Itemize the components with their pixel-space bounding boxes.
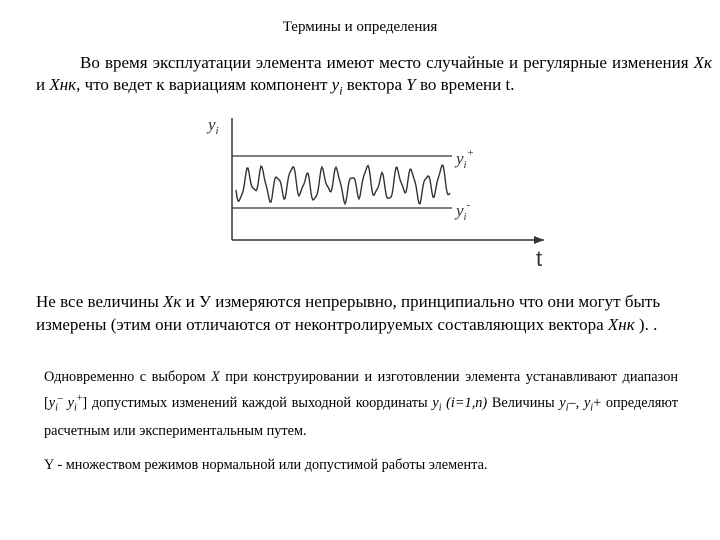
lower-limit-label: $y_i^-$ [456,199,471,223]
p3-y4-sub: i [565,402,569,414]
regime-paragraph: Y - множеством режимов нормальной или допустимой работы элемента. [44,457,488,473]
p1-text-1: Во время эксплуатации элемента имеют место случайные и регулярные изменения [80,53,694,72]
p3-X: X [211,369,220,385]
y-axis-label: $y_i$ [208,115,219,137]
p3-y1-sub: i [55,402,58,414]
p3-y5: y [583,394,591,411]
p1-text-3: , что ведет к вариациям компонент [76,75,332,94]
p1-text-2: и [36,75,50,94]
p3-text-4: ] допустимых изменений каждой выходной координаты [82,394,433,411]
p2-text-2: и У измеряются непрерывно, принципиально что они могут быть измерены (этим они отличаются от неконтролируемых составляющих вектора [36,292,661,334]
p1-xk: Хк [693,53,712,72]
p3-y5-sub: i [590,402,594,414]
p3-text-5: Величины [487,394,560,411]
p1-xnk: Хнк [49,75,77,94]
p3-y1: y [48,394,56,411]
p1-Y: Y [406,75,416,94]
upper-limit-label: $y_i^+$ [456,147,475,171]
intro-paragraph [36,52,712,101]
p3-y5-suffix: + [593,394,602,411]
p3-y1-sup: – [57,393,63,404]
p2-xk: Хк [163,292,182,311]
p1-yi-sub: i [339,83,343,98]
p1-text-4: вектора [342,75,407,94]
p2-xnk: Хнк [607,315,635,334]
p1-yi: y [331,75,340,94]
range-paragraph [44,366,678,442]
x-axis-arrow [534,236,544,244]
p3-text-2: при конструировании и изготовлении элемента устанавливают диапазон [ [44,369,678,411]
p3-y3: y [432,394,439,411]
measurement-paragraph [36,290,700,336]
p3-y3-sub: i [438,402,442,414]
p3-y2-sup: + [76,393,83,404]
signal-curve [236,165,450,204]
p2-text-1: Не все величины [36,292,164,311]
p3-range: (i=1,n) [441,394,488,411]
p3-text-1: Одновременно с выбором [44,369,212,385]
page-title: Термины и определения [282,19,438,35]
p3-y4: y [559,394,566,411]
p2-text-3: ). . [634,315,658,334]
variation-graph [140,112,560,282]
p3-y2: y [67,394,74,411]
x-axis-label: t [536,246,543,271]
p3-text-7: определяют расчетным или экспериментальным путем. [44,394,679,439]
p3-y4-suffix: –, [568,394,580,411]
p3-y2-sub: i [73,402,77,414]
p1-text-5: во времени t. [415,75,515,94]
